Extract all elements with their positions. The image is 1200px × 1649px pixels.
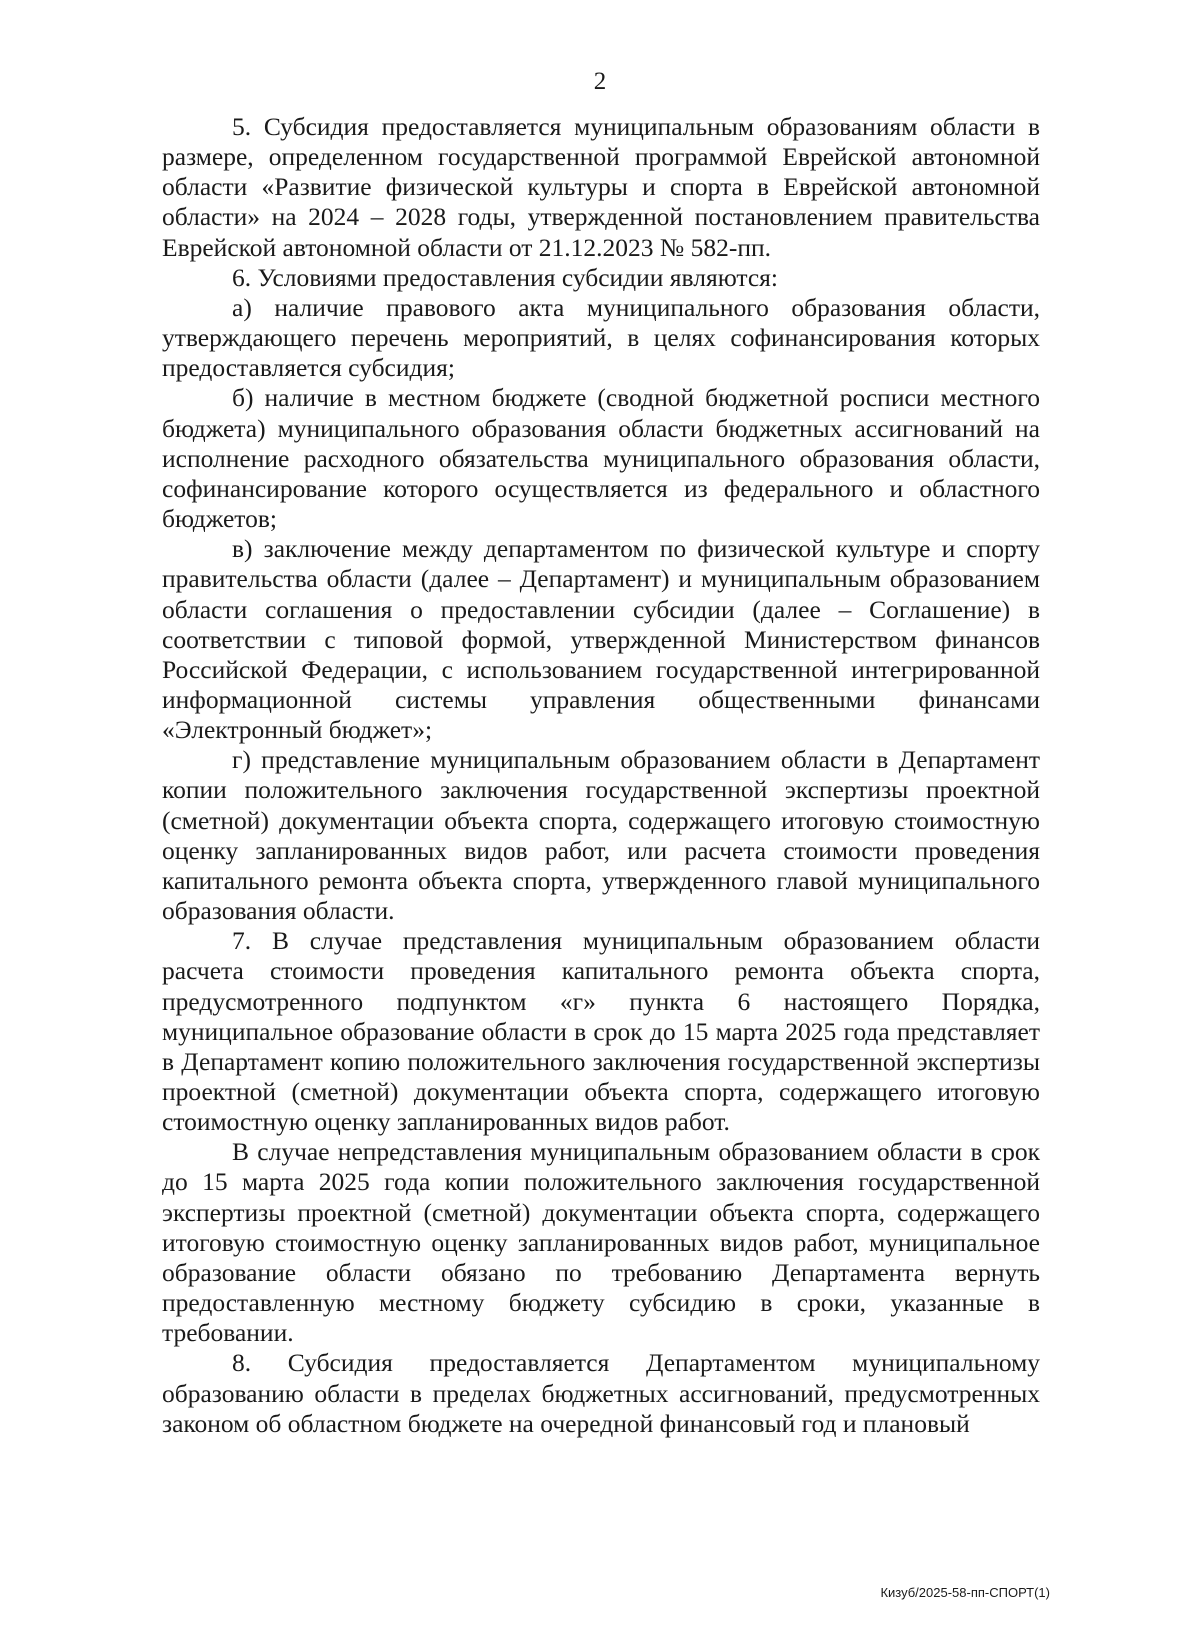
document-body — [162, 112, 1040, 1439]
paragraph-6b: б) наличие в местном бюджете (сводной бюджетной росписи местного бюджета) муниципального образования области бюджетных ассигнований на исполнение расходного обязательства муниципального образования области, софинансирование которого осуществляется из федерального и областного бюджетов; — [162, 383, 1040, 534]
footer-document-code: Кизуб/2025-58-пп-СПОРТ(1) — [880, 1585, 1050, 1600]
paragraph-8: 8. Субсидия предоставляется Департаментом муниципальному образованию области в пределах бюджетных ассигнований, предусмотренных законом об областном бюджете на очередной финансовый год и плановый — [162, 1348, 1040, 1438]
page-number: 2 — [593, 68, 607, 95]
paragraph-6v: в) заключение между департаментом по физической культуре и спорту правительства области (далее – Департамент) и муниципальным образованием области соглашения о предоставлении субсидии (далее – Соглашение) в соответствии с типовой формой, утвержденной Министерством финансов Российской Федерации, с использованием государственной интегрированной информационной системы управления общественными финансами «Электронный бюджет»; — [162, 534, 1040, 745]
paragraph-6g: г) представление муниципальным образованием области в Департамент копии положительного заключения государственной экспертизы проектной (сметной) документации объекта спорта, содержащего итоговую стоимостную оценку запланированных видов работ, или расчета стоимости проведения капитального ремонта объекта спорта, утвержденного главой муниципального образования области. — [162, 745, 1040, 926]
paragraph-7-continued: В случае непредставления муниципальным образованием области в срок до 15 марта 2025 года копии положительного заключения государственной экспертизы проектной (сметной) документации объекта спорта, содержащего итоговую стоимостную оценку запланированных видов работ, муниципальное образование области обязано по требованию Департамента вернуть предоставленную местному бюджету субсидию в сроки, указанные в требовании. — [162, 1137, 1040, 1348]
paragraph-6a: а) наличие правового акта муниципального образования области, утверждающего перечень мероприятий, в целях софинансирования которых предоставляется субсидия; — [162, 292, 1040, 383]
paragraph-5: 5. Субсидия предоставляется муниципальным образованиям области в размере, определенном государственной программой Еврейской автономной области «Развитие физической культуры и спорта в Еврейской автономной области» на 2024 – 2028 годы, утвержденной постановлением правительства Еврейской автономной области от 21.12.2023 № 582-пп. — [162, 112, 1040, 262]
paragraph-6: 6. Условиями предоставления субсидии являются: — [232, 262, 778, 292]
paragraph-7: 7. В случае представления муниципальным образованием области расчета стоимости проведения капитального ремонта объекта спорта, предусмотренного подпунктом «г» пункта 6 настоящего Порядка, муниципальное образование области в срок до 15 марта 2025 года представляет в Департамент копию положительного заключения государственной экспертизы проектной (сметной) документации объекта спорта, содержащего итоговую стоимостную оценку запланированных видов работ. — [162, 926, 1040, 1137]
